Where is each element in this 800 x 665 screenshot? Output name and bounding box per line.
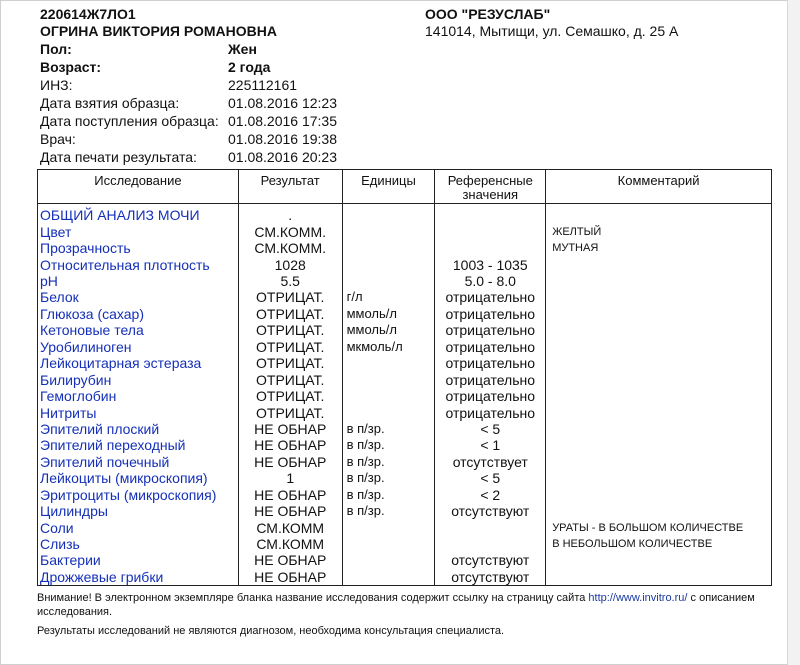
study-name[interactable]: Уробилиноген — [38, 339, 239, 355]
study-name[interactable]: Слизь — [38, 536, 239, 552]
comment-value — [546, 204, 772, 224]
comment-value — [546, 470, 772, 486]
comment-value — [546, 289, 772, 305]
reference-value: 5.0 - 8.0 — [435, 273, 546, 289]
header-units: Единицы — [342, 170, 435, 204]
results-table — [37, 169, 772, 586]
table-header-row — [38, 170, 772, 204]
table-row — [38, 437, 772, 453]
unit-value: ммоль/л — [342, 306, 435, 322]
table-row — [38, 569, 772, 586]
reference-value — [435, 240, 546, 256]
result-value: 1028 — [238, 256, 342, 272]
study-name[interactable]: Нитриты — [38, 404, 239, 420]
field-value-receipt-date: 01.08.2016 17:35 — [228, 113, 337, 129]
comment-value — [546, 388, 772, 404]
comment-value — [546, 421, 772, 437]
comment-value — [546, 355, 772, 371]
comment-value — [546, 503, 772, 519]
table-row — [38, 204, 772, 224]
study-name[interactable]: Лейкоцитарная эстераза — [38, 355, 239, 371]
result-value: НЕ ОБНАР — [238, 552, 342, 568]
order-id: 220614Ж7ЛО1 — [40, 6, 136, 22]
reference-value: отсутствуют — [435, 503, 546, 519]
comment-value — [546, 454, 772, 470]
unit-value: в п/зр. — [342, 437, 435, 453]
study-name[interactable]: Цвет — [38, 224, 239, 240]
comment-value: УРАТЫ - В БОЛЬШОМ КОЛИЧЕСТВЕ — [546, 519, 772, 535]
study-name[interactable]: pH — [38, 273, 239, 289]
result-value: ОТРИЦАТ. — [238, 404, 342, 420]
result-value: . — [238, 204, 342, 224]
study-name[interactable]: Глюкоза (сахар) — [38, 306, 239, 322]
field-label-receipt-date: Дата поступления образца: — [40, 113, 219, 129]
field-label-age: Возраст: — [40, 59, 102, 75]
table-row — [38, 306, 772, 322]
reference-value — [435, 536, 546, 552]
comment-value — [546, 569, 772, 586]
comment-value — [546, 371, 772, 387]
table-row — [38, 322, 772, 338]
result-value: НЕ ОБНАР — [238, 503, 342, 519]
unit-value — [342, 371, 435, 387]
right-edge-bar — [787, 0, 800, 665]
result-value: НЕ ОБНАР — [238, 569, 342, 586]
unit-value — [342, 536, 435, 552]
table-row — [38, 470, 772, 486]
header-reference: Референсные значения — [435, 170, 546, 204]
study-name[interactable]: Относительная плотность — [38, 256, 239, 272]
header-study: Исследование — [38, 170, 239, 204]
table-row — [38, 503, 772, 519]
reference-value: < 5 — [435, 470, 546, 486]
reference-value: отсутствуют — [435, 552, 546, 568]
table-row — [38, 289, 772, 305]
table-row — [38, 487, 772, 503]
reference-value: 1003 - 1035 — [435, 256, 546, 272]
result-value: ОТРИЦАТ. — [238, 322, 342, 338]
unit-value: в п/зр. — [342, 487, 435, 503]
result-value: СМ.КОММ. — [238, 224, 342, 240]
unit-value — [342, 240, 435, 256]
table-row — [38, 454, 772, 470]
header-comment: Комментарий — [546, 170, 772, 204]
study-name[interactable]: Билирубин — [38, 371, 239, 387]
invitro-link[interactable]: http://www.invitro.ru/ — [588, 592, 688, 604]
result-value: 5.5 — [238, 273, 342, 289]
comment-value — [546, 306, 772, 322]
result-value: ОТРИЦАТ. — [238, 289, 342, 305]
field-value-doctor: 01.08.2016 19:38 — [228, 131, 337, 147]
reference-value — [435, 224, 546, 240]
unit-value: в п/зр. — [342, 454, 435, 470]
result-value: ОТРИЦАТ. — [238, 355, 342, 371]
unit-value — [342, 519, 435, 535]
reference-value: отрицательно — [435, 404, 546, 420]
reference-value: < 2 — [435, 487, 546, 503]
field-label-sample-date: Дата взятия образца: — [40, 95, 180, 111]
comment-value: В НЕБОЛЬШОМ КОЛИЧЕСТВЕ — [546, 536, 772, 552]
comment-value — [546, 339, 772, 355]
unit-value — [342, 569, 435, 586]
table-row — [38, 240, 772, 256]
field-label-doctor: Врач: — [40, 131, 76, 147]
result-value: СМ.КОММ — [238, 536, 342, 552]
study-name[interactable]: Эпителий переходный — [38, 437, 239, 453]
table-row — [38, 339, 772, 355]
study-name[interactable]: ОБЩИЙ АНАЛИЗ МОЧИ — [38, 204, 239, 224]
reference-value: отрицательно — [435, 339, 546, 355]
result-value: 1 — [238, 470, 342, 486]
result-value: НЕ ОБНАР — [238, 487, 342, 503]
result-value: СМ.КОММ. — [238, 240, 342, 256]
comment-value — [546, 552, 772, 568]
field-label-inz: ИНЗ: — [40, 77, 73, 93]
result-value: НЕ ОБНАР — [238, 421, 342, 437]
comment-value — [546, 437, 772, 453]
unit-value — [342, 404, 435, 420]
result-value: НЕ ОБНАР — [238, 437, 342, 453]
field-label-print-date: Дата печати результата: — [40, 149, 197, 165]
attention-text: Внимание! В электронном экземпляре бланка название исследования содержит ссылку на страницу сайта — [37, 592, 586, 604]
comment-value — [546, 273, 772, 289]
attention-text-end: с описанием исследования. — [37, 592, 755, 618]
comment-value: ЖЕЛТЫЙ — [546, 224, 772, 240]
field-value-age: 2 года — [228, 59, 271, 75]
comment-value — [546, 322, 772, 338]
table-row — [38, 355, 772, 371]
unit-value — [342, 256, 435, 272]
comment-value — [546, 487, 772, 503]
patient-name: ОГРИНА ВИКТОРИЯ РОМАНОВНА — [40, 23, 277, 39]
reference-value: отрицательно — [435, 289, 546, 305]
table-row — [38, 224, 772, 240]
field-value-print-date: 01.08.2016 20:23 — [228, 149, 337, 165]
reference-value — [435, 204, 546, 224]
reference-value — [435, 519, 546, 535]
table-row — [38, 388, 772, 404]
reference-value: < 1 — [435, 437, 546, 453]
field-value-inz: 225112161 — [228, 77, 298, 93]
study-name[interactable]: Эпителий плоский — [38, 421, 239, 437]
table-row — [38, 273, 772, 289]
unit-value — [342, 204, 435, 224]
field-value-sample-date: 01.08.2016 12:23 — [228, 95, 337, 111]
result-value: ОТРИЦАТ. — [238, 306, 342, 322]
field-label-sex: Пол: — [40, 41, 72, 57]
unit-value: ммоль/л — [342, 322, 435, 338]
result-value: СМ.КОММ — [238, 519, 342, 535]
unit-value: в п/зр. — [342, 503, 435, 519]
result-value: ОТРИЦАТ. — [238, 339, 342, 355]
study-name[interactable]: Кетоновые тела — [38, 322, 239, 338]
disclaimer-note: Результаты исследований не являются диагнозом, необходима консультация специалиста. — [37, 625, 505, 637]
study-name[interactable]: Дрожжевые грибки — [38, 569, 239, 586]
table-row — [38, 421, 772, 437]
reference-value: отрицательно — [435, 306, 546, 322]
lab-name: ООО "РЕЗУСЛАБ" — [425, 6, 551, 22]
unit-value — [342, 273, 435, 289]
unit-value — [342, 388, 435, 404]
reference-value: отрицательно — [435, 371, 546, 387]
result-value: ОТРИЦАТ. — [238, 371, 342, 387]
reference-value: отрицательно — [435, 355, 546, 371]
study-name[interactable]: Белок — [38, 289, 239, 305]
comment-value — [546, 404, 772, 420]
study-name[interactable]: Лейкоциты (микроскопия) — [38, 470, 239, 486]
field-value-sex: Жен — [228, 41, 257, 57]
header-result: Результат — [238, 170, 342, 204]
comment-value — [546, 256, 772, 272]
unit-value: в п/зр. — [342, 470, 435, 486]
reference-value: отсутствует — [435, 454, 546, 470]
study-name[interactable]: Эпителий почечный — [38, 454, 239, 470]
unit-value — [342, 552, 435, 568]
table-row — [38, 256, 772, 272]
attention-note — [37, 591, 757, 619]
reference-value: отрицательно — [435, 322, 546, 338]
study-name[interactable]: Прозрачность — [38, 240, 239, 256]
table-row — [38, 404, 772, 420]
table-row — [38, 552, 772, 568]
table-row — [38, 371, 772, 387]
unit-value: мкмоль/л — [342, 339, 435, 355]
study-name[interactable]: Соли — [38, 519, 239, 535]
unit-value: г/л — [342, 289, 435, 305]
study-name[interactable]: Цилиндры — [38, 503, 239, 519]
result-value: ОТРИЦАТ. — [238, 388, 342, 404]
lab-address: 141014, Мытищи, ул. Семашко, д. 25 А — [425, 23, 679, 39]
reference-value: < 5 — [435, 421, 546, 437]
study-name[interactable]: Эритроциты (микроскопия) — [38, 487, 239, 503]
study-name[interactable]: Бактерии — [38, 552, 239, 568]
unit-value — [342, 355, 435, 371]
unit-value: в п/зр. — [342, 421, 435, 437]
reference-value: отсутствуют — [435, 569, 546, 586]
unit-value — [342, 224, 435, 240]
study-name[interactable]: Гемоглобин — [38, 388, 239, 404]
result-value: НЕ ОБНАР — [238, 454, 342, 470]
comment-value: МУТНАЯ — [546, 240, 772, 256]
reference-value: отрицательно — [435, 388, 546, 404]
table-row — [38, 519, 772, 535]
table-row — [38, 536, 772, 552]
